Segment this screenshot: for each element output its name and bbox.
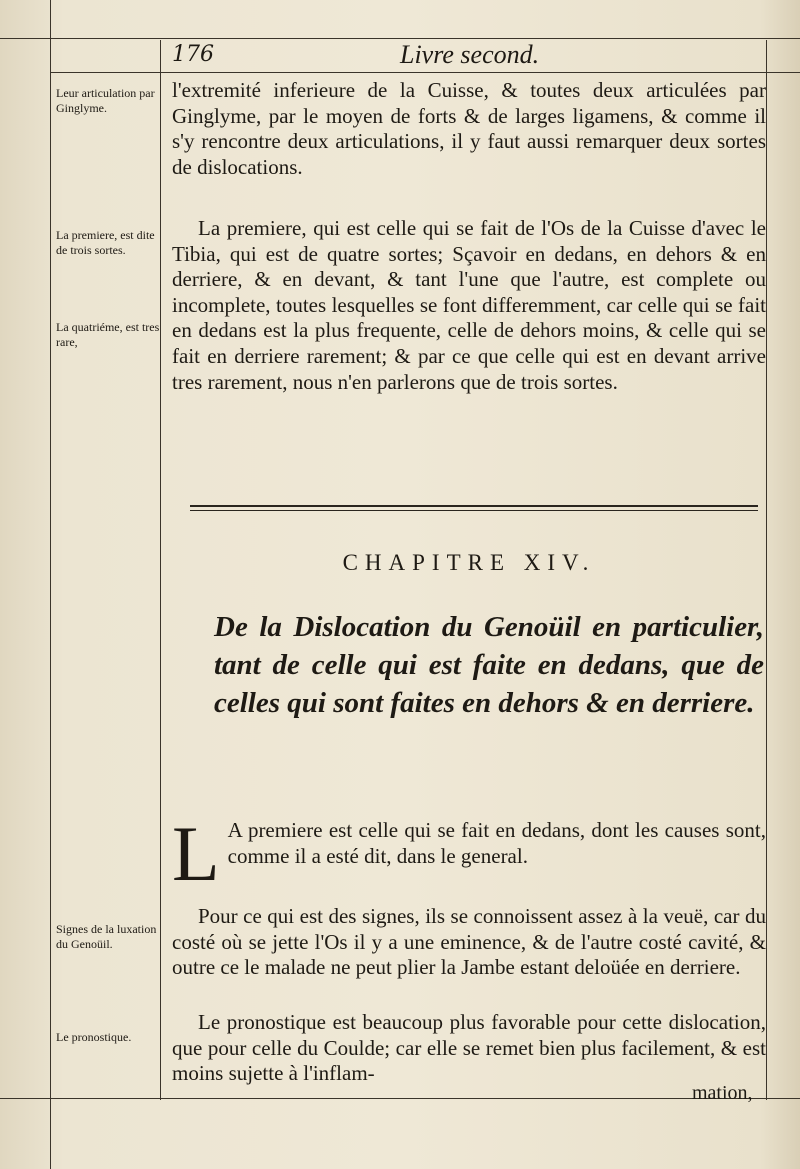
header-bottom-rule bbox=[50, 72, 800, 73]
catchword: mation, bbox=[692, 1082, 753, 1104]
paragraph-5: Le pronostique est beaucoup plus favorable pour cette dislocation, que pour celle du Coulde; car elle se remet bien plus facilement, & est moins sujette à l'inflam- bbox=[172, 1010, 766, 1086]
margin-rule bbox=[160, 40, 161, 1100]
paragraph-4: Pour ce qui est des signes, ils se connoissent assez à la veuë, car du costé où se jette l'Os il y a une eminence, & de l'autre costé cavité, & outre ce le malade ne peut plier la Jambe estant deloüée en derriere. bbox=[172, 904, 766, 980]
chapter-heading: CHAPITRE XIV. bbox=[342, 550, 596, 575]
margin-note-signs: Signes de la luxation du Genoüil. bbox=[56, 922, 157, 951]
chapter-opening bbox=[172, 810, 766, 897]
footer-rule bbox=[0, 1098, 800, 1099]
margin-note-prognosis: Le pronostique. bbox=[56, 1030, 132, 1044]
header-top-rule bbox=[0, 38, 800, 39]
right-rule bbox=[766, 40, 767, 1100]
running-head: Livre second. bbox=[400, 40, 540, 69]
chapter-title: De la Dislocation du Genoüil en particulier, tant de celle qui est faite en dedans, que de celles qui sont faites en dehors & en derriere. bbox=[214, 611, 764, 719]
margin-note-fourth-rare: La quatriéme, est tres rare, bbox=[56, 320, 160, 349]
page-number: 176 bbox=[172, 42, 214, 67]
paragraph-3: A premiere est celle qui se fait en dedans, dont les causes sont, comme il a esté dit, dans le general. bbox=[227, 818, 766, 868]
outer-left-rule bbox=[50, 0, 51, 1169]
paragraph-1: l'extremité inferieure de la Cuisse, & toutes deux articulées par Ginglyme, par le moyen de forts & de larges ligamens, & comme il s'y rencontre deux articulations, il y faut aussi remarquer deux sortes de dislocations. bbox=[172, 78, 766, 179]
margin-note-first-kind: La premiere, est dite de trois sortes. bbox=[56, 228, 155, 257]
paragraph-2: La premiere, qui est celle qui se fait de l'Os de la Cuisse d'avec le Tibia, qui est de quatre sortes; Sçavoir en dedans, en dehors & en derriere, & en devant, & tant l'une que l'autre, est complete ou incomplete, toutes lesquelles se font differemment, car celle qui se fait en dedans est la plus frequente, celle de dehors moins, & celle qui se fait en derriere rarement; & par ce que celle qui est en devant arrive tres rarement, nous n'en parlerons que de trois sortes. bbox=[172, 216, 766, 394]
page-header bbox=[160, 40, 760, 72]
chapter-divider bbox=[190, 505, 758, 511]
margin-note-articulation: Leur articulation par Ginglyme. bbox=[56, 86, 155, 115]
dropcap-letter: L bbox=[172, 810, 220, 897]
